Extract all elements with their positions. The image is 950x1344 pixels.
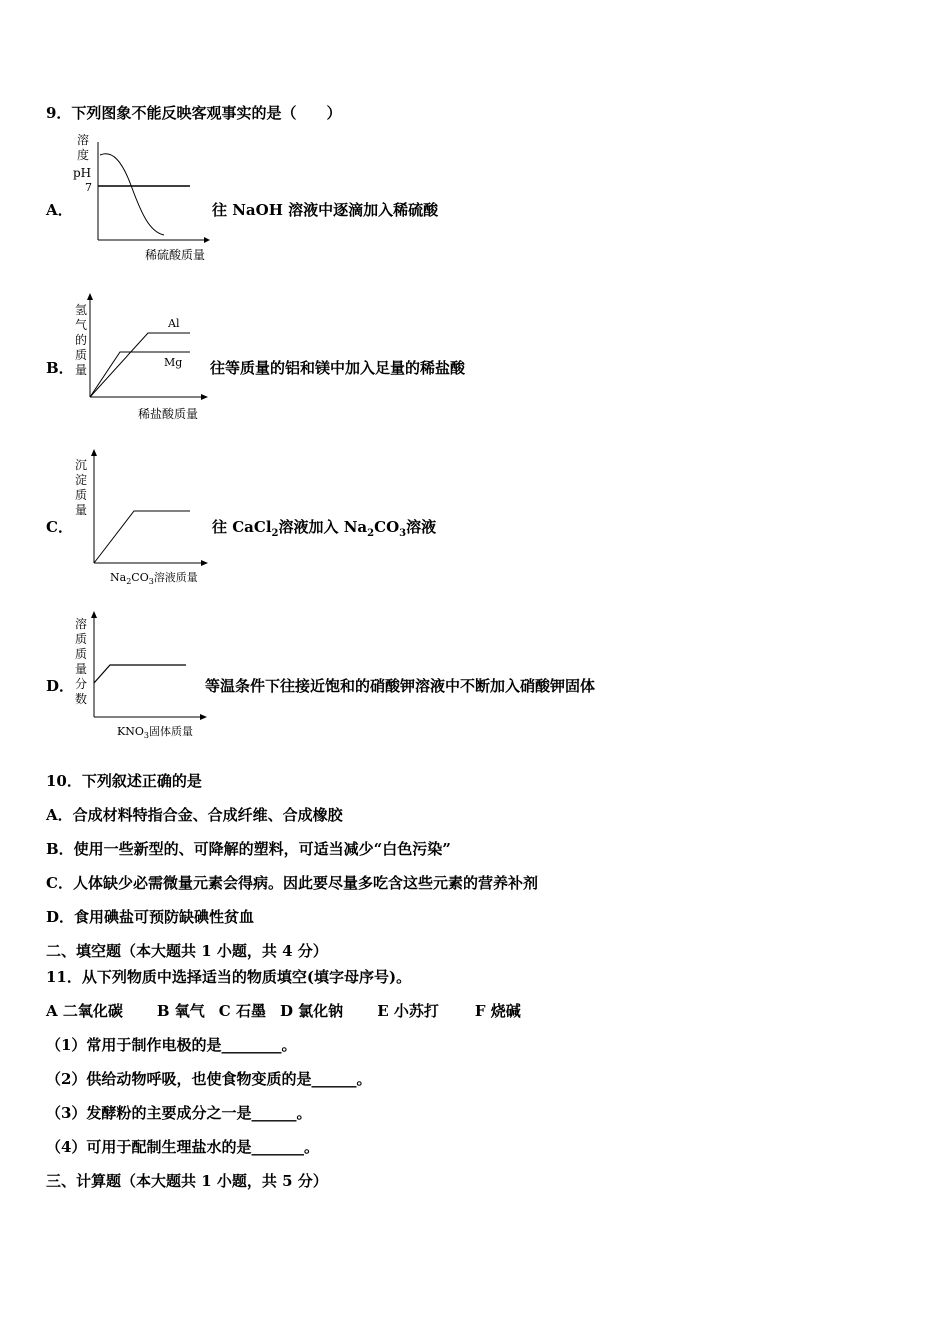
q11-choice-f: F 烧碱 — [474, 1002, 521, 1020]
chart-d-x-arrow — [200, 714, 207, 720]
q11-title: 11．从下列物质中选择适当的物质填空(填字母序号)。 — [46, 968, 412, 986]
q11-choice-d: D 氯化钠 — [279, 1002, 344, 1020]
q10-option-b: B．使用一些新型的、可降解的塑料，可适当减少“白色污染” — [46, 840, 451, 858]
q11-choice-e: E 小苏打 — [377, 1002, 439, 1020]
chart-a-y-label: 溶 度 — [76, 133, 89, 162]
q11-item-4: （4）可用于配制生理盐水的是_______。 — [46, 1138, 319, 1156]
q11-item-3: （3）发酵粉的主要成分之一是______。 — [46, 1104, 312, 1122]
chart-d-curve — [94, 665, 186, 683]
section3-heading: 三、计算题（本大题共 1 小题，共 5 分） — [46, 1172, 328, 1190]
chart-b-y-label: 氢 气 的 质 量 — [74, 303, 87, 377]
chart-c-x-label: $Na_2CO_3$溶液质量 — [110, 571, 198, 587]
q9-option-d-desc: 等温条件下往接近饱和的硝酸钾溶液中不断加入硝酸钾固体 — [205, 677, 596, 695]
chart-b-x-label: 稀盐酸质量 — [138, 407, 199, 421]
q10-option-c: C．人体缺少必需微量元素会得病。因此要尽量多吃含这些元素的营养补剂 — [46, 874, 538, 892]
section2-heading: 二、填空题（本大题共 1 小题，共 4 分） — [46, 942, 328, 960]
q11-choice-b: B 氧气 — [156, 1002, 205, 1020]
q9-option-d-label: D． — [46, 677, 75, 695]
q9-option-a-label: A． — [46, 201, 73, 219]
q9-title: 9．下列图象不能反映客观事实的是（ ） — [46, 104, 342, 122]
q11-item-2: （2）供给动物呼吸，也使食物变质的是______。 — [46, 1070, 372, 1088]
chart-a-ph7-tick: 7 — [85, 181, 92, 194]
chart-a-x-label: 稀硫酸质量 — [145, 248, 206, 262]
chart-d-y-arrow — [91, 611, 97, 618]
q10-title: 10．下列叙述正确的是 — [46, 772, 202, 790]
q9-option-c-label: C． — [46, 518, 73, 536]
q9-option-b-desc: 往等质量的铝和镁中加入足量的稀盐酸 — [210, 359, 466, 377]
q11-choice-c: C 石墨 — [218, 1002, 266, 1020]
q11-choices — [46, 1000, 521, 1021]
q9-option-b-label: B． — [46, 359, 74, 377]
q11-choice-a: A 二氧化碳 — [46, 1002, 123, 1020]
q9-option-a-desc: 往 NaOH 溶液中逐滴加入稀硫酸 — [212, 201, 439, 219]
chart-a-y-label-ph: pH — [73, 166, 92, 180]
q10-option-d: D．食用碘盐可预防缺碘性贫血 — [46, 908, 255, 926]
q11-item-1: （1）常用于制作电极的是________。 — [46, 1036, 297, 1054]
chart-c-y-label: 沉 淀 质 量 — [74, 458, 87, 517]
chart-d-y-label: 溶 质 质 量 分 数 — [74, 617, 87, 706]
chart-b-series-mg-label: Mg — [164, 356, 183, 369]
chart-b-series-al-label: Al — [168, 317, 180, 330]
chart-d-x-label: $KNO_3$固体质量 — [117, 725, 193, 741]
q9-option-c-desc: 往 CaCl$_2$溶液加入 $Na_2CO_3$溶液 — [212, 518, 437, 539]
q10-option-a: A．合成材料特指合金、合成纤维、合成橡胶 — [46, 806, 343, 824]
